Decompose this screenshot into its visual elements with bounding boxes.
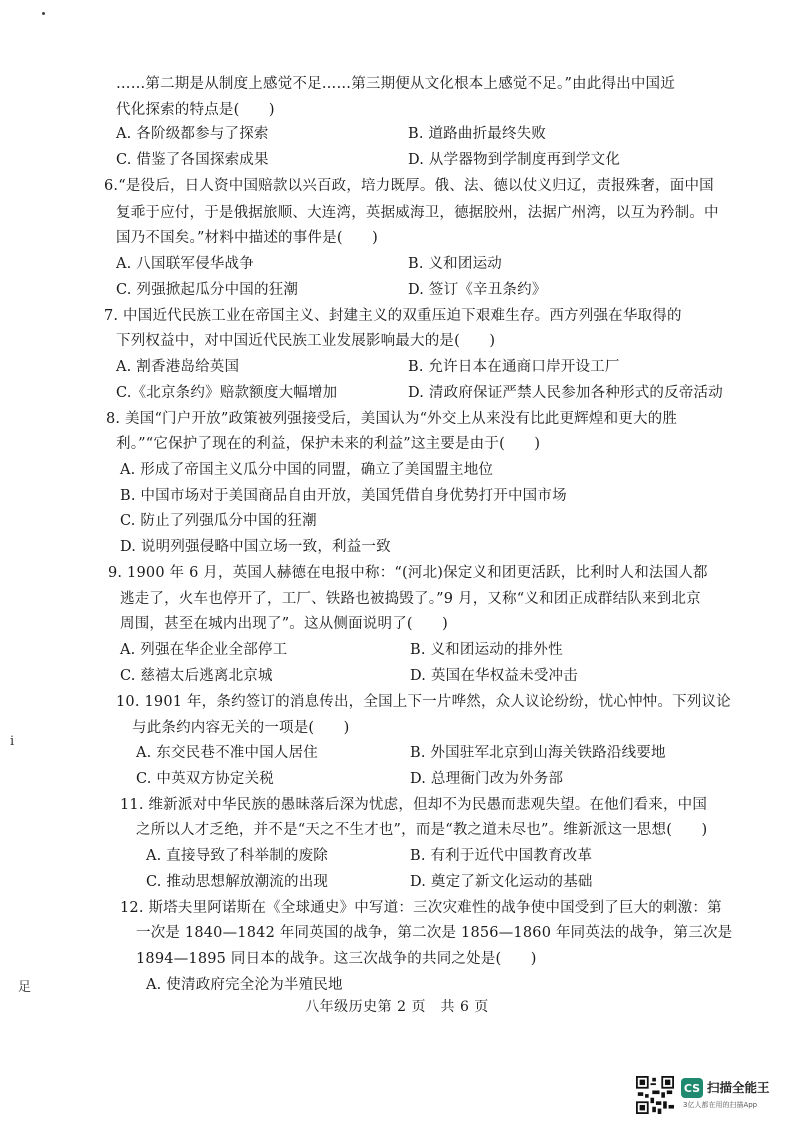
q10-option-b: B. 外国驻军北京到山海关铁路沿线要地 (410, 745, 666, 761)
q11-option-d: D. 奠定了新文化运动的基础 (410, 874, 593, 890)
q6-option-c: C. 列强掀起瓜分中国的狂潮 (116, 282, 299, 298)
q9-stem-line-3: 周围，甚至在城内出现了”。这从侧面说明了( ) (120, 616, 449, 632)
q9-stem-line-2: 逃走了，火车也停开了，工厂、铁路也被捣毁了。”9 月，又称“义和团正成群结队来到北京 (120, 591, 701, 607)
q12-stem-line-1: 12. 斯塔夫里阿诺斯在《全球通史》中写道：三次灾难性的战争使中国受到了巨大的刺激：第 (120, 900, 722, 916)
margin-mark-1: i (10, 734, 15, 749)
q8-option-d: D. 说明列强侵略中国立场一致，利益一致 (120, 539, 391, 555)
q9-stem-line-1: 9. 1900 年 6 月，英国人赫德在电报中称：“(河北)保定义和团更活跃，比利时人和法国人都 (108, 565, 708, 581)
q7-option-d: D. 清政府保证严禁人民参加各种形式的反帝活动 (408, 385, 723, 401)
scanner-app-name: 扫描全能王 (707, 1080, 770, 1095)
q7-stem-line-2: 下列权益中，对中国近代民族工业发展影响最大的是( ) (116, 333, 496, 349)
q9-option-b: B. 义和团运动的排外性 (410, 642, 563, 658)
q8-option-a: A. 形成了帝国主义瓜分中国的同盟，确立了美国盟主地位 (120, 462, 494, 478)
q11-stem-line-2: 之所以人才乏绝，并不是“天之不生才也”，而是“教之道未尽也”。维新派这一思想( ) (136, 822, 708, 838)
qr-code-icon (636, 1076, 674, 1114)
scan-speck (42, 12, 45, 15)
q10-stem-line-2: 与此条约内容无关的一项是( ) (132, 720, 350, 736)
q6-stem-line-1: 6.“是役后，日人资中国赔款以兴百政，培力既厚。俄、法、德以仗义归辽，责报殊奢，面中国 (104, 178, 714, 194)
q5-stem-line-1: ……第二期是从制度上感觉不足……第三期便从文化根本上感觉不足。”由此得出中国近 (116, 76, 675, 92)
scanner-tagline: 3亿人都在用的扫描App (683, 1101, 758, 1109)
q6-option-a: A. 八国联军侵华战争 (116, 256, 254, 272)
q10-option-a: A. 东交民巷不准中国人居住 (136, 745, 318, 761)
q8-option-c: C. 防止了列强瓜分中国的狂潮 (120, 513, 317, 529)
q10-option-c: C. 中英双方协定关税 (136, 771, 274, 787)
q5-option-b: B. 道路曲折最终失败 (408, 126, 547, 142)
page-footer: 八年级历史第 2 页 共 6 页 (305, 999, 489, 1015)
q7-option-b: B. 允许日本在通商口岸开设工厂 (408, 359, 620, 375)
q6-stem-line-3: 国乃不国矣。”材料中描述的事件是( ) (116, 230, 378, 246)
q11-option-c: C. 推动思想解放潮流的出现 (146, 874, 329, 890)
q9-option-a: A. 列强在华企业全部停工 (120, 642, 288, 658)
q11-option-a: A. 直接导致了科举制的废除 (146, 848, 328, 864)
q10-stem-line-1: 10. 1901 年，条约签订的消息传出，全国上下一片哗然，众人议论纷纷，忧心忡忡。下列议论 (116, 694, 731, 710)
q6-option-b: B. 义和团运动 (408, 256, 502, 272)
q8-option-b: B. 中国市场对于美国商品自由开放，美国凭借自身优势打开中国市场 (120, 488, 567, 504)
q5-option-a: A. 各阶级都参与了探索 (116, 126, 269, 142)
q7-stem-line-1: 7. 中国近代民族工业在帝国主义、封建主义的双重压迫下艰难生存。西方列强在华取得的 (104, 308, 682, 324)
q8-stem-line-2: 利。”“它保护了现在的利益，保护未来的利益”这主要是由于( ) (116, 436, 541, 452)
q5-stem-line-2: 代化探索的特点是( ) (116, 102, 275, 118)
margin-mark-2: 足 (18, 980, 32, 995)
q11-stem-line-1: 11. 维新派对中华民族的愚昧落后深为忧虑，但却不为民愚而悲观失望。在他们看来，中国 (120, 797, 708, 813)
q10-option-d: D. 总理衙门改为外务部 (410, 771, 564, 787)
q7-option-a: A. 割香港岛给英国 (116, 359, 240, 375)
scanner-logo-icon: CS (681, 1078, 703, 1098)
q11-option-b: B. 有利于近代中国教育改革 (410, 848, 593, 864)
q8-stem-line-1: 8. 美国“门户开放”政策被列强接受后，美国认为“外交上从来没有比此更辉煌和更大的胜 (106, 411, 678, 427)
q5-option-d: D. 从学器物到学制度再到学文化 (408, 152, 621, 168)
q12-option-a: A. 使清政府完全沦为半殖民地 (146, 977, 343, 993)
q12-stem-line-3: 1894—1895 同日本的战争。这三次战争的共同之处是( ) (136, 951, 537, 967)
q9-option-d: D. 英国在华权益未受冲击 (410, 668, 578, 684)
q6-stem-line-2: 复乖于应付，于是俄据旅顺、大连湾，英据威海卫，德据胶州，法据广州湾，以互为矜制。中 (116, 205, 719, 221)
q9-option-c: C. 慈禧太后逃离北京城 (120, 668, 273, 684)
q12-stem-line-2: 一次是 1840—1842 年同英国的战争，第二次是 1856—1860 年同英法的战争，第三次是 (136, 925, 733, 941)
q6-option-d: D. 签订《辛丑条约》 (408, 282, 547, 298)
q5-option-c: C. 借鉴了各国探索成果 (116, 152, 269, 168)
q7-option-c: C.《北京条约》赔款额度大幅增加 (116, 385, 338, 401)
